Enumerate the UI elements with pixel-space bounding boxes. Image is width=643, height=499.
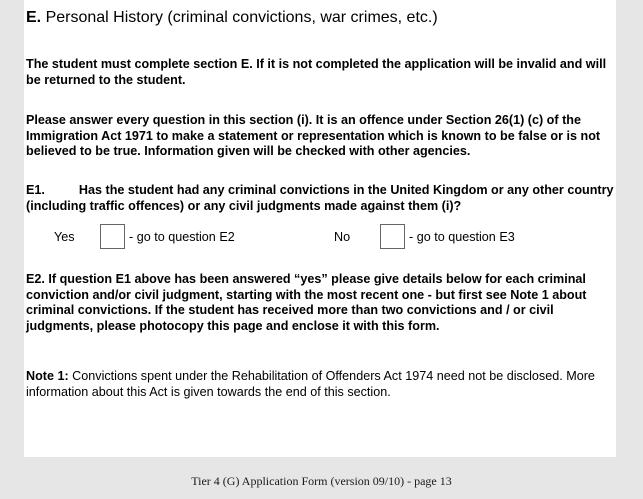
form-page [24,0,616,457]
section-heading [26,9,438,27]
question-e1-number: E1. [26,183,45,197]
note-1 [26,369,616,400]
question-e1 [26,183,616,214]
instructions-paragraph: Please answer every question in this section (i). It is an offence under Section 26(1) (c) of the Immigration Act 1971 to make a statement or representation which is known to be false or is not believed to be true. Information given will be checked with other agencies. [26,113,601,158]
yes-label: Yes [54,229,75,244]
page-footer: Tier 4 (G) Application Form (version 09/10) - page 13 [191,474,452,488]
intro-paragraph: The student must complete section E. If it is not completed the application will be invalid and will be returned to the student. [26,57,607,87]
question-e1-text: Has the student had any criminal convictions in the United Kingdom or any other country (including traffic offences) or any civil judgments made against them (i)? [26,183,614,213]
section-title: Personal History (criminal convictions, war crimes, etc.) [45,9,438,26]
question-e2: E2. If question E1 above has been answered “yes” please give details below for each criminal conviction and/or civil judgment, starting with the most recent one - but first see Note 1 about criminal convictions. If the student has received more than two convictions and / or civil judgments, please photocopy this page and enclose it with this form. [26,272,587,333]
note-1-label: Note 1: [26,369,69,383]
no-checkbox[interactable] [380,224,405,249]
yes-goto-text: - go to question E2 [129,229,235,244]
section-letter: E. [26,9,42,26]
note-1-text: Convictions spent under the Rehabilitation of Offenders Act 1974 need not be disclosed. More information about this Act is given towards the end of this section. [26,369,595,399]
no-goto-text: - go to question E3 [409,229,515,244]
yes-checkbox[interactable] [100,224,125,249]
no-label: No [334,229,351,244]
answer-yes-row [54,224,235,249]
answer-no-row [334,224,515,249]
